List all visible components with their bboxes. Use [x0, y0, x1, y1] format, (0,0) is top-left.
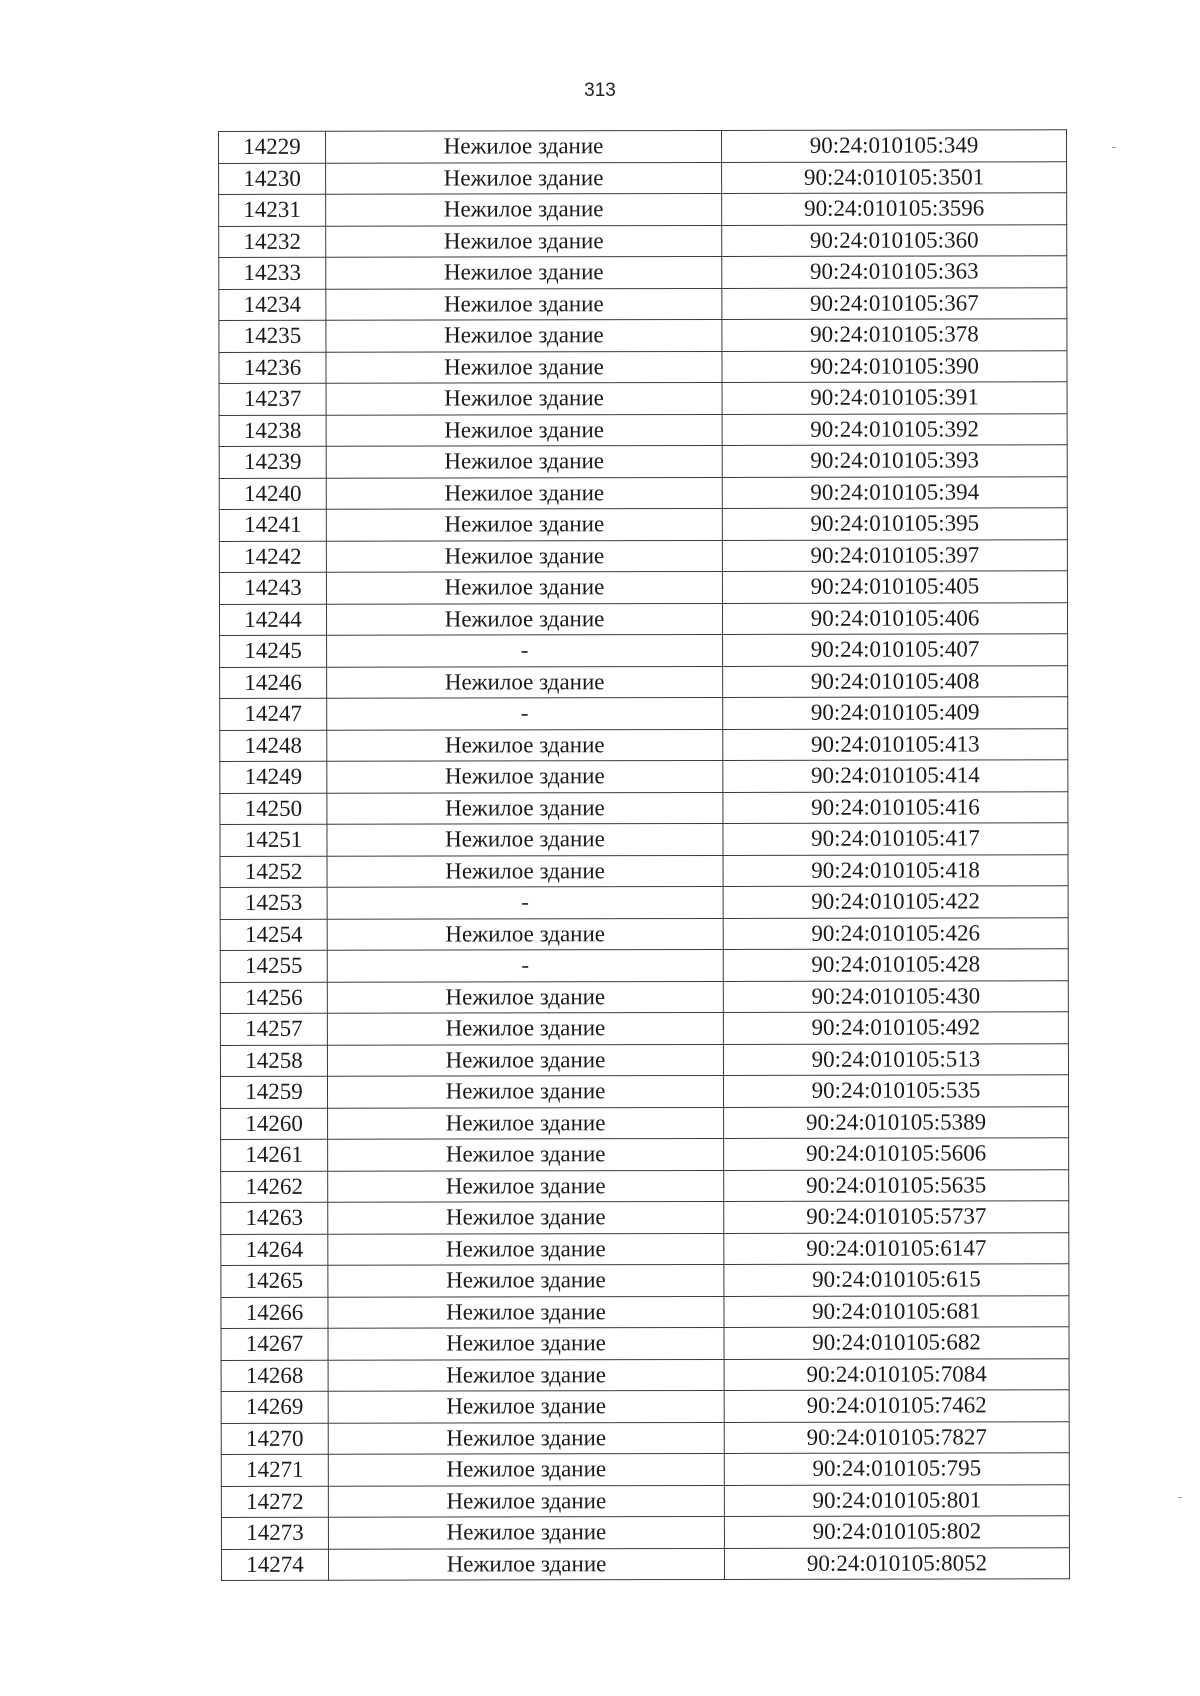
- row-number-cell: 14261: [221, 1139, 328, 1171]
- object-type-cell: Нежилое здание: [328, 1359, 724, 1391]
- table-row: [220, 917, 1068, 950]
- object-type-cell: -: [327, 634, 723, 666]
- table-row: [219, 508, 1067, 541]
- object-type-cell: Нежилое здание: [327, 729, 723, 761]
- page-number: 313: [584, 80, 616, 101]
- scan-speck: [1178, 1497, 1182, 1498]
- table-row: [220, 728, 1068, 761]
- cadastral-number-cell: 90:24:010105:6147: [724, 1232, 1069, 1264]
- table-row: [220, 949, 1068, 982]
- table-row: [220, 1012, 1068, 1045]
- cadastral-number-cell: 90:24:010105:426: [723, 917, 1068, 949]
- row-number-cell: 14272: [221, 1486, 328, 1518]
- cadastral-number-cell: 90:24:010105:416: [723, 791, 1068, 823]
- row-number-cell: 14250: [220, 793, 327, 825]
- cadastral-number-cell: 90:24:010105:3596: [722, 193, 1067, 225]
- row-number-cell: 14255: [220, 950, 327, 982]
- object-type-cell: Нежилое здание: [326, 603, 722, 635]
- object-type-cell: Нежилое здание: [328, 1296, 724, 1328]
- row-number-cell: 14229: [219, 131, 326, 163]
- object-type-cell: Нежилое здание: [326, 225, 722, 257]
- cadastral-number-cell: 90:24:010105:409: [723, 697, 1068, 729]
- row-number-cell: 14252: [220, 856, 327, 888]
- cadastral-number-cell: 90:24:010105:408: [723, 665, 1068, 697]
- table-row: [221, 1201, 1069, 1234]
- object-type-cell: Нежилое здание: [326, 540, 722, 572]
- table-row: [219, 602, 1067, 635]
- row-number-cell: 14258: [220, 1045, 327, 1077]
- table-row: [219, 319, 1067, 352]
- object-type-cell: Нежилое здание: [327, 855, 723, 887]
- cadastral-number-cell: 90:24:010105:395: [722, 508, 1067, 540]
- table-row: [219, 224, 1067, 257]
- table-row: [219, 382, 1067, 415]
- object-type-cell: Нежилое здание: [328, 1264, 724, 1296]
- object-type-cell: Нежилое здание: [328, 1422, 724, 1454]
- object-type-cell: Нежилое здание: [328, 1516, 724, 1548]
- object-type-cell: Нежилое здание: [326, 319, 722, 351]
- cadastral-number-cell: 90:24:010105:802: [724, 1516, 1069, 1548]
- table-row: [221, 1547, 1069, 1580]
- table-row: [221, 1295, 1069, 1328]
- row-number-cell: 14257: [220, 1013, 327, 1045]
- row-number-cell: 14256: [220, 982, 327, 1014]
- table-row: [221, 1453, 1069, 1486]
- object-type-cell: -: [327, 697, 723, 729]
- cadastral-number-cell: 90:24:010105:397: [722, 539, 1067, 571]
- cadastral-number-cell: 90:24:010105:363: [722, 256, 1067, 288]
- row-number-cell: 14240: [219, 478, 326, 510]
- table-row: [220, 760, 1068, 793]
- object-type-cell: -: [327, 886, 723, 918]
- table-row: [219, 130, 1067, 163]
- row-number-cell: 14265: [221, 1265, 328, 1297]
- row-number-cell: 14274: [221, 1549, 328, 1581]
- cadastral-number-cell: 90:24:010105:405: [722, 571, 1067, 603]
- row-number-cell: 14236: [219, 352, 326, 384]
- cadastral-number-cell: 90:24:010105:615: [724, 1264, 1069, 1296]
- table-row: [219, 193, 1067, 226]
- row-number-cell: 14271: [221, 1454, 328, 1486]
- cadastral-number-cell: 90:24:010105:492: [723, 1012, 1068, 1044]
- row-number-cell: 14237: [219, 383, 326, 415]
- row-number-cell: 14268: [221, 1360, 328, 1392]
- table-row: [219, 413, 1067, 446]
- object-type-cell: Нежилое здание: [326, 288, 722, 320]
- row-number-cell: 14269: [221, 1391, 328, 1423]
- table-row: [221, 1421, 1069, 1454]
- row-number-cell: 14263: [221, 1202, 328, 1234]
- cadastral-number-cell: 90:24:010105:390: [722, 350, 1067, 382]
- table-row: [220, 1043, 1068, 1076]
- row-number-cell: 14231: [219, 194, 326, 226]
- object-type-cell: Нежилое здание: [328, 1170, 724, 1202]
- row-number-cell: 14243: [219, 572, 326, 604]
- row-number-cell: 14254: [220, 919, 327, 951]
- cadastral-number-cell: 90:24:010105:394: [722, 476, 1067, 508]
- table-row: [220, 854, 1068, 887]
- object-type-cell: Нежилое здание: [328, 1453, 724, 1485]
- table-row: [221, 1264, 1069, 1297]
- row-number-cell: 14238: [219, 415, 326, 447]
- cadastral-number-cell: 90:24:010105:5737: [724, 1201, 1069, 1233]
- table-row: [219, 350, 1067, 383]
- registry-table: [218, 129, 1070, 1581]
- cadastral-number-cell: 90:24:010105:417: [723, 823, 1068, 855]
- cadastral-number-cell: 90:24:010105:7084: [724, 1358, 1069, 1390]
- table-row: [220, 823, 1068, 856]
- object-type-cell: Нежилое здание: [328, 1327, 724, 1359]
- row-number-cell: 14260: [221, 1108, 328, 1140]
- object-type-cell: Нежилое здание: [326, 414, 722, 446]
- cadastral-number-cell: 90:24:010105:406: [722, 602, 1067, 634]
- cadastral-number-cell: 90:24:010105:392: [722, 413, 1067, 445]
- cadastral-number-cell: 90:24:010105:413: [723, 728, 1068, 760]
- row-number-cell: 14249: [220, 761, 327, 793]
- cadastral-number-cell: 90:24:010105:430: [723, 980, 1068, 1012]
- row-number-cell: 14253: [220, 887, 327, 919]
- object-type-cell: Нежилое здание: [327, 918, 723, 950]
- table-row: [220, 634, 1068, 667]
- object-type-cell: Нежилое здание: [326, 382, 722, 414]
- table-row: [219, 161, 1067, 194]
- object-type-cell: Нежилое здание: [327, 981, 723, 1013]
- object-type-cell: Нежилое здание: [328, 1233, 724, 1265]
- cadastral-number-cell: 90:24:010105:5606: [724, 1138, 1069, 1170]
- cadastral-number-cell: 90:24:010105:5635: [724, 1169, 1069, 1201]
- row-number-cell: 14232: [219, 226, 326, 258]
- table-row: [220, 980, 1068, 1013]
- object-type-cell: Нежилое здание: [326, 508, 722, 540]
- row-number-cell: 14245: [220, 635, 327, 667]
- object-type-cell: Нежилое здание: [328, 1138, 724, 1170]
- cadastral-number-cell: 90:24:010105:801: [724, 1484, 1069, 1516]
- table-row: [220, 665, 1068, 698]
- table-row: [221, 1138, 1069, 1171]
- table-row: [221, 1516, 1069, 1549]
- object-type-cell: Нежилое здание: [326, 351, 722, 383]
- row-number-cell: 14270: [221, 1423, 328, 1455]
- object-type-cell: Нежилое здание: [326, 477, 722, 509]
- row-number-cell: 14259: [220, 1076, 327, 1108]
- table-row: [221, 1484, 1069, 1517]
- object-type-cell: -: [327, 949, 723, 981]
- cadastral-number-cell: 90:24:010105:349: [721, 130, 1066, 162]
- table-row: [219, 476, 1067, 509]
- row-number-cell: 14246: [220, 667, 327, 699]
- cadastral-number-cell: 90:24:010105:8052: [724, 1547, 1069, 1579]
- cadastral-number-cell: 90:24:010105:513: [723, 1043, 1068, 1075]
- scan-speck: [1112, 147, 1116, 148]
- registry-table-body: [219, 130, 1070, 1581]
- cadastral-number-cell: 90:24:010105:428: [723, 949, 1068, 981]
- cadastral-number-cell: 90:24:010105:3501: [722, 161, 1067, 193]
- cadastral-number-cell: 90:24:010105:367: [722, 287, 1067, 319]
- table-row: [221, 1106, 1069, 1139]
- row-number-cell: 14230: [219, 163, 326, 195]
- table-row: [220, 1075, 1068, 1108]
- row-number-cell: 14247: [220, 698, 327, 730]
- object-type-cell: Нежилое здание: [328, 1485, 724, 1517]
- table-row: [220, 791, 1068, 824]
- table-row: [219, 256, 1067, 289]
- cadastral-number-cell: 90:24:010105:407: [723, 634, 1068, 666]
- cadastral-number-cell: 90:24:010105:393: [722, 445, 1067, 477]
- cadastral-number-cell: 90:24:010105:360: [722, 224, 1067, 256]
- cadastral-number-cell: 90:24:010105:535: [723, 1075, 1068, 1107]
- table-row: [219, 445, 1067, 478]
- object-type-cell: Нежилое здание: [328, 1390, 724, 1422]
- row-number-cell: 14266: [221, 1297, 328, 1329]
- cadastral-number-cell: 90:24:010105:378: [722, 319, 1067, 351]
- object-type-cell: Нежилое здание: [327, 666, 723, 698]
- cadastral-number-cell: 90:24:010105:681: [724, 1295, 1069, 1327]
- cadastral-number-cell: 90:24:010105:795: [724, 1453, 1069, 1485]
- row-number-cell: 14234: [219, 289, 326, 321]
- cadastral-number-cell: 90:24:010105:391: [722, 382, 1067, 414]
- row-number-cell: 14251: [220, 824, 327, 856]
- object-type-cell: Нежилое здание: [328, 1548, 724, 1580]
- object-type-cell: Нежилое здание: [328, 1107, 724, 1139]
- object-type-cell: Нежилое здание: [326, 256, 722, 288]
- object-type-cell: Нежилое здание: [327, 1012, 723, 1044]
- table-row: [221, 1358, 1069, 1391]
- table-row: [220, 886, 1068, 919]
- cadastral-number-cell: 90:24:010105:418: [723, 854, 1068, 886]
- row-number-cell: 14241: [219, 509, 326, 541]
- cadastral-number-cell: 90:24:010105:5389: [724, 1106, 1069, 1138]
- object-type-cell: Нежилое здание: [326, 445, 722, 477]
- row-number-cell: 14264: [221, 1234, 328, 1266]
- cadastral-number-cell: 90:24:010105:422: [723, 886, 1068, 918]
- row-number-cell: 14233: [219, 257, 326, 289]
- row-number-cell: 14239: [219, 446, 326, 478]
- table-row: [219, 287, 1067, 320]
- object-type-cell: Нежилое здание: [327, 1075, 723, 1107]
- row-number-cell: 14235: [219, 320, 326, 352]
- table-row: [221, 1232, 1069, 1265]
- object-type-cell: Нежилое здание: [327, 1044, 723, 1076]
- table-row: [219, 571, 1067, 604]
- cadastral-number-cell: 90:24:010105:414: [723, 760, 1068, 792]
- row-number-cell: 14244: [219, 604, 326, 636]
- row-number-cell: 14262: [221, 1171, 328, 1203]
- object-type-cell: Нежилое здание: [326, 571, 722, 603]
- row-number-cell: 14267: [221, 1328, 328, 1360]
- object-type-cell: Нежилое здание: [326, 193, 722, 225]
- cadastral-number-cell: 90:24:010105:682: [724, 1327, 1069, 1359]
- row-number-cell: 14273: [221, 1517, 328, 1549]
- object-type-cell: Нежилое здание: [327, 823, 723, 855]
- object-type-cell: Нежилое здание: [327, 792, 723, 824]
- table-row: [220, 697, 1068, 730]
- object-type-cell: Нежилое здание: [328, 1201, 724, 1233]
- cadastral-number-cell: 90:24:010105:7827: [724, 1421, 1069, 1453]
- cadastral-number-cell: 90:24:010105:7462: [724, 1390, 1069, 1422]
- table-row: [221, 1390, 1069, 1423]
- row-number-cell: 14242: [219, 541, 326, 573]
- row-number-cell: 14248: [220, 730, 327, 762]
- object-type-cell: Нежилое здание: [326, 130, 722, 162]
- table-row: [221, 1169, 1069, 1202]
- object-type-cell: Нежилое здание: [326, 162, 722, 194]
- table-row: [221, 1327, 1069, 1360]
- object-type-cell: Нежилое здание: [327, 760, 723, 792]
- table-row: [219, 539, 1067, 572]
